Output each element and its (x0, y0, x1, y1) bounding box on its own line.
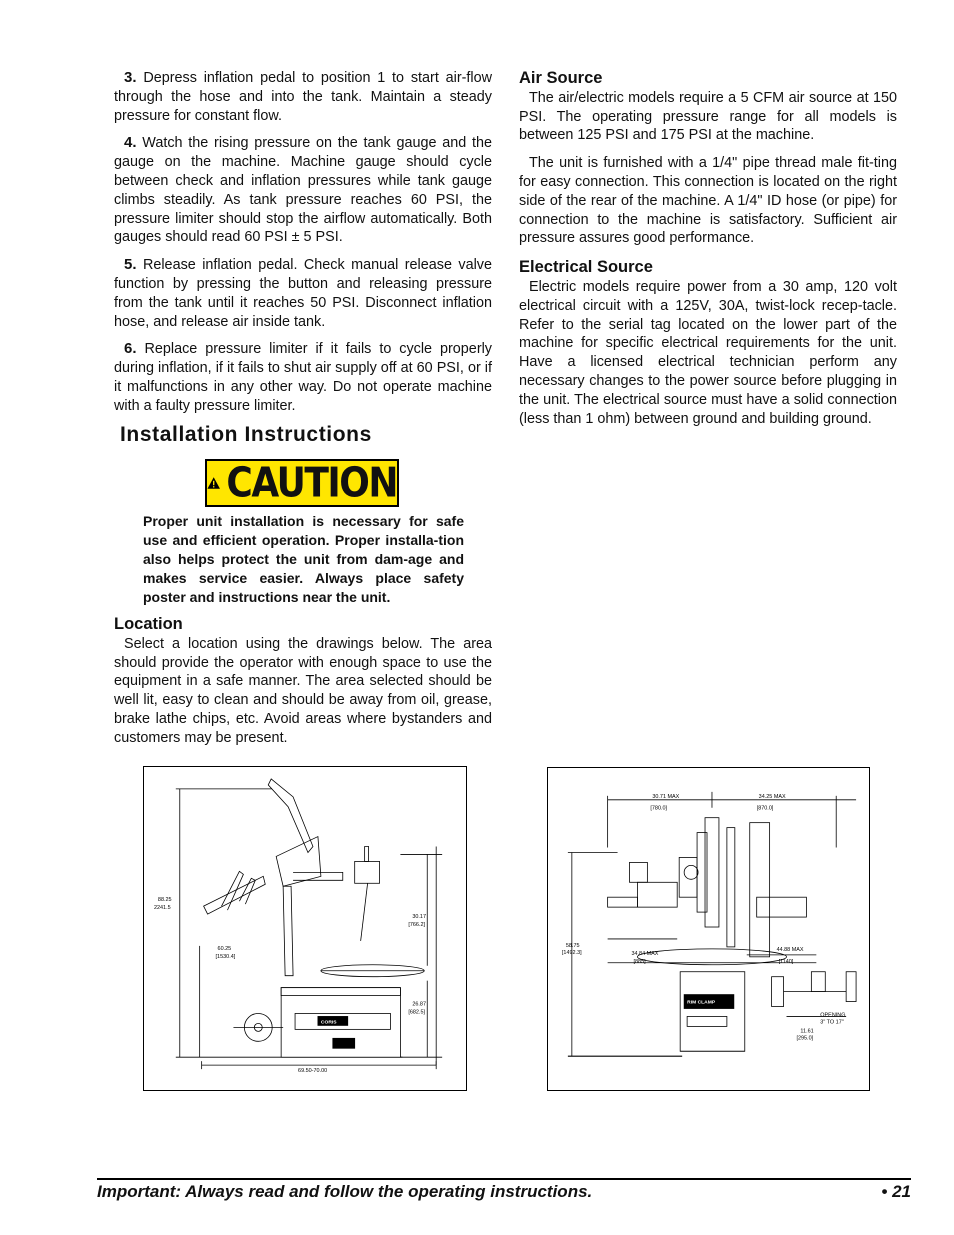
step-text: Replace pressure limiter if it fails to cycle properly during inflation, if it fails to shut air supply off at 60 PSI, or if it malfunctions in any other way. Do not operate machine with a faulty pressure limiter. (114, 341, 492, 414)
fig2-brand: RIM CLAMP (687, 1000, 716, 1006)
fig2-dim-mid-right: 44.88 MAX (776, 946, 804, 953)
step-text: Watch the rising pressure on the tank gauge and the gauge on the machine. Machine gauge should cycle between check and inflation pressures while tank gauge climbs steadily. As tank pressure reaches 60 PSI, the pressure limiter should stop the airflow automatically. Both gauges should read 60 PSI ± 5 PSI. (114, 135, 493, 246)
fig1-dim-right-bot: 26.87 (412, 1001, 426, 1008)
step-3 (114, 69, 492, 125)
caution-label (205, 459, 399, 507)
fig1-dim-height: 88.25 (157, 897, 172, 904)
fig1-dim-height-mm: 2241.5 (153, 905, 171, 912)
fig2-dim-mid-left: 34.84 MAX (631, 950, 659, 957)
left-column (114, 69, 492, 456)
fig1-dim-right-bot-mm: [682.5] (408, 1009, 426, 1016)
fig2-dim-top-right-mm: [870.0] (756, 805, 774, 812)
fig2-dim-mid-right-mm: [1140] (778, 958, 794, 965)
air-source-heading: Air Source (519, 69, 603, 87)
fig2-dim-opening-val: 3" TO 17" (820, 1019, 844, 1026)
side-view-drawing (143, 766, 467, 1091)
step-number: 5. (124, 256, 137, 274)
fig2-dim-height: 58.75 (565, 942, 580, 949)
air-source-text-2: The unit is furnished with a 1/4" pipe thread male fit-ting for easy connection. This connection is located on the right side of the rear of the machine. A 1/4" ID hose (or pipe) for connection to the machine is satisfactory. Sufficient air pressure assures good performance. (519, 155, 897, 247)
step-text: Depress inflation pedal to position 1 to start air-flow through the hose and into the tank. Maintain a steady pressure for constant flow. (114, 70, 492, 124)
step-5 (114, 256, 492, 331)
footer (97, 1182, 911, 1202)
fig1-dim-bottom: 69.50-70.00 (298, 1068, 328, 1075)
step-number: 4. (124, 134, 137, 152)
fig1-brand: CORIS (320, 1020, 337, 1026)
fig2-dim-top-right: 34.25 MAX (758, 793, 786, 800)
caution-word: CAUTION (226, 459, 397, 507)
fig2-dim-mid-left-mm: [885] (633, 958, 646, 965)
location-section (114, 615, 492, 748)
step-text: Release inflation pedal. Check manual release valve function by pressing the button and releasing pressure from the tank until it reaches 50 PSI. Disconnect inflation hose, and release air inside tank. (114, 257, 492, 330)
fig2-dim-height-mm: [1492.3] (561, 949, 582, 956)
fig2-dim-small: 11.61 (800, 1028, 814, 1035)
fig1-dim-right-top: 30.17 (412, 914, 426, 921)
installation-heading: Installation Instructions (120, 422, 372, 446)
footer-rule (97, 1178, 911, 1180)
step-6 (114, 340, 492, 415)
electrical-source-text: Electric models require power from a 30 amp, 120 volt electrical circuit with a 125V, 30A, twist-lock recep-tacle. Refer to the serial tag located on the lower part of the machine for specific electrical requirements for the unit. Have a licensed electrical technician perform any necessary changes to the power source before plugging in the unit. The electrical source must have a solid connection (less than 1 ohm) between ground and building ground. (519, 278, 897, 427)
fig2-dim-top-left: 30.71 MAX (652, 793, 680, 800)
fig1-dim-mid-mm: [1530.4] (215, 953, 236, 960)
location-text: Select a location using the drawings below. The area should provide the operator with enough space to use the equipment in a safe manner. The area selected should be well lit, easy to clean and should be away from oil, grease, brake lathe chips, etc. Avoid areas where bystanders and customers may be present. (114, 635, 492, 746)
air-source-text-1: The air/electric models require a 5 CFM air source at 150 PSI. The operating pressure range for all models is between 125 PSI and 175 PSI at the machine. (519, 89, 897, 144)
caution-text: Proper unit installation is necessary for safe use and efficient operation. Proper installa-tion also helps protect the unit from dam-age and makes service easier. Always place safety poster and instructions near the unit. (143, 513, 464, 605)
step-number: 3. (124, 69, 137, 86)
right-column (519, 69, 897, 437)
step-4 (114, 134, 492, 247)
fig1-dim-right-top-mm: [766.2] (408, 922, 426, 929)
fig2-dim-top-left-mm: [780.0] (650, 805, 668, 812)
side-view-svg (144, 767, 466, 1090)
fig2-dim-opening: OPENING (820, 1012, 846, 1019)
warning-triangle-icon (207, 468, 220, 498)
step-number: 6. (124, 340, 137, 358)
front-view-drawing (547, 767, 870, 1091)
fig2-dim-small-mm: [295.0] (796, 1035, 814, 1042)
front-view-svg (548, 768, 869, 1090)
location-heading: Location (114, 615, 183, 633)
electrical-source-heading: Electrical Source (519, 258, 653, 277)
footer-note: Important: Always read and follow the operating instructions. (97, 1182, 593, 1201)
page-number: • 21 (881, 1182, 911, 1201)
fig1-dim-mid: 60.25 (217, 945, 232, 952)
